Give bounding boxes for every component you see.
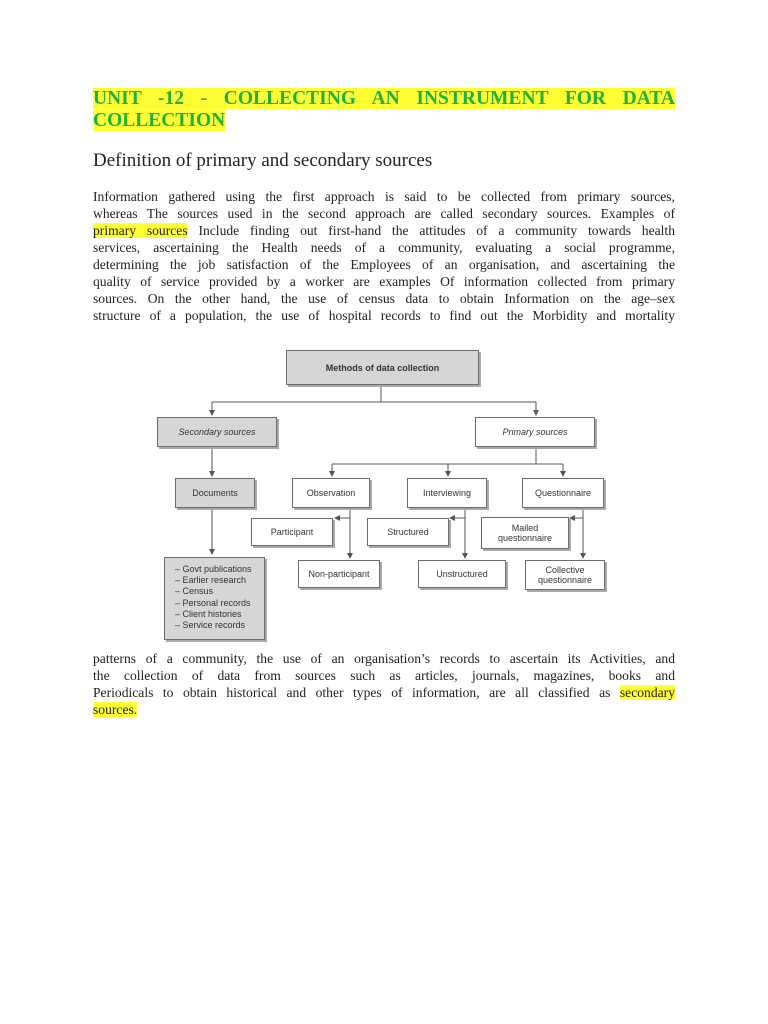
methods-of-data-collection-diagram — [150, 340, 610, 645]
node-interviewing: Interviewing — [407, 478, 487, 508]
paragraph-line: the collection of data from sources such as articles, journals, magazines, books and — [93, 668, 675, 683]
node-questionnaire: Questionnaire — [522, 478, 604, 508]
unit-title-text: UNIT -12 - COLLECTING AN INSTRUMENT FOR DATA COLLECTION — [93, 88, 675, 131]
paragraph-line — [93, 222, 675, 239]
paragraph-secondary-sources — [93, 650, 675, 718]
documents-list — [164, 557, 265, 640]
highlight-primary-sources: primary sources — [93, 223, 188, 238]
paragraph-line: services, ascertaining the Health needs of a community, evaluating a social programme, — [93, 240, 675, 255]
paragraph-line-rest: Include finding out first-hand the attitudes of a community towards health — [187, 223, 676, 238]
node-documents: Documents — [175, 478, 255, 508]
paragraph-line: patterns of a community, the use of an organisation’s records to ascertain its Activities, and — [93, 651, 675, 666]
paragraph-line — [93, 701, 675, 718]
node-observation: Observation — [292, 478, 370, 508]
paragraph-line-text: Periodicals to obtain historical and other types of information, are all classified as — [93, 685, 620, 700]
node-collective-line1: Collective — [545, 565, 585, 575]
node-collective-line2: questionnaire — [537, 575, 593, 585]
node-methods-of-data-collection: Methods of data collection — [286, 350, 479, 385]
node-secondary-sources: Secondary sources — [157, 417, 277, 447]
node-primary-sources: Primary sources — [475, 417, 595, 447]
documents-list-item: – Service records — [175, 620, 246, 631]
node-mailed-line1: Mailed — [511, 523, 539, 533]
documents-list-item: – Personal records — [175, 597, 251, 608]
paragraph-line: structure of a population, the use of hospital records to find out the Morbidity and mortality — [93, 308, 675, 323]
node-structured: Structured — [367, 518, 449, 546]
paragraph-line: sources. On the other hand, the use of census data to obtain Information on the age–sex — [93, 291, 675, 306]
documents-list-item: – Census — [175, 586, 214, 597]
node-unstructured: Unstructured — [418, 560, 506, 588]
highlight-secondary: secondary — [619, 685, 675, 700]
node-mailed-line2: questionnaire — [497, 533, 553, 543]
unit-title — [93, 88, 675, 132]
paragraph-line: determining the job satisfaction of the Employees of an organisation, and ascertaining the — [93, 257, 675, 272]
documents-list-item: – Client histories — [175, 608, 242, 619]
paragraph-line: whereas The sources used in the second approach are called secondary sources. Examples of — [93, 206, 675, 221]
paragraph-line — [93, 684, 675, 701]
node-non-participant: Non-participant — [298, 560, 380, 588]
node-mailed-questionnaire — [481, 517, 569, 549]
documents-list-item: – Govt publications — [175, 564, 252, 574]
paragraph-line: Information gathered using the first approach is said to be collected from primary sources, — [93, 189, 675, 204]
documents-list-item: – Earlier research — [175, 575, 247, 586]
node-participant: Participant — [251, 518, 333, 546]
section-heading: Definition of primary and secondary sources — [93, 150, 433, 171]
paragraph-line: quality of service provided by a worker are examples Of information collected from primary — [93, 274, 675, 289]
node-collective-questionnaire — [525, 560, 605, 590]
highlight-sources: sources. — [93, 702, 138, 717]
paragraph-primary-sources — [93, 188, 675, 324]
